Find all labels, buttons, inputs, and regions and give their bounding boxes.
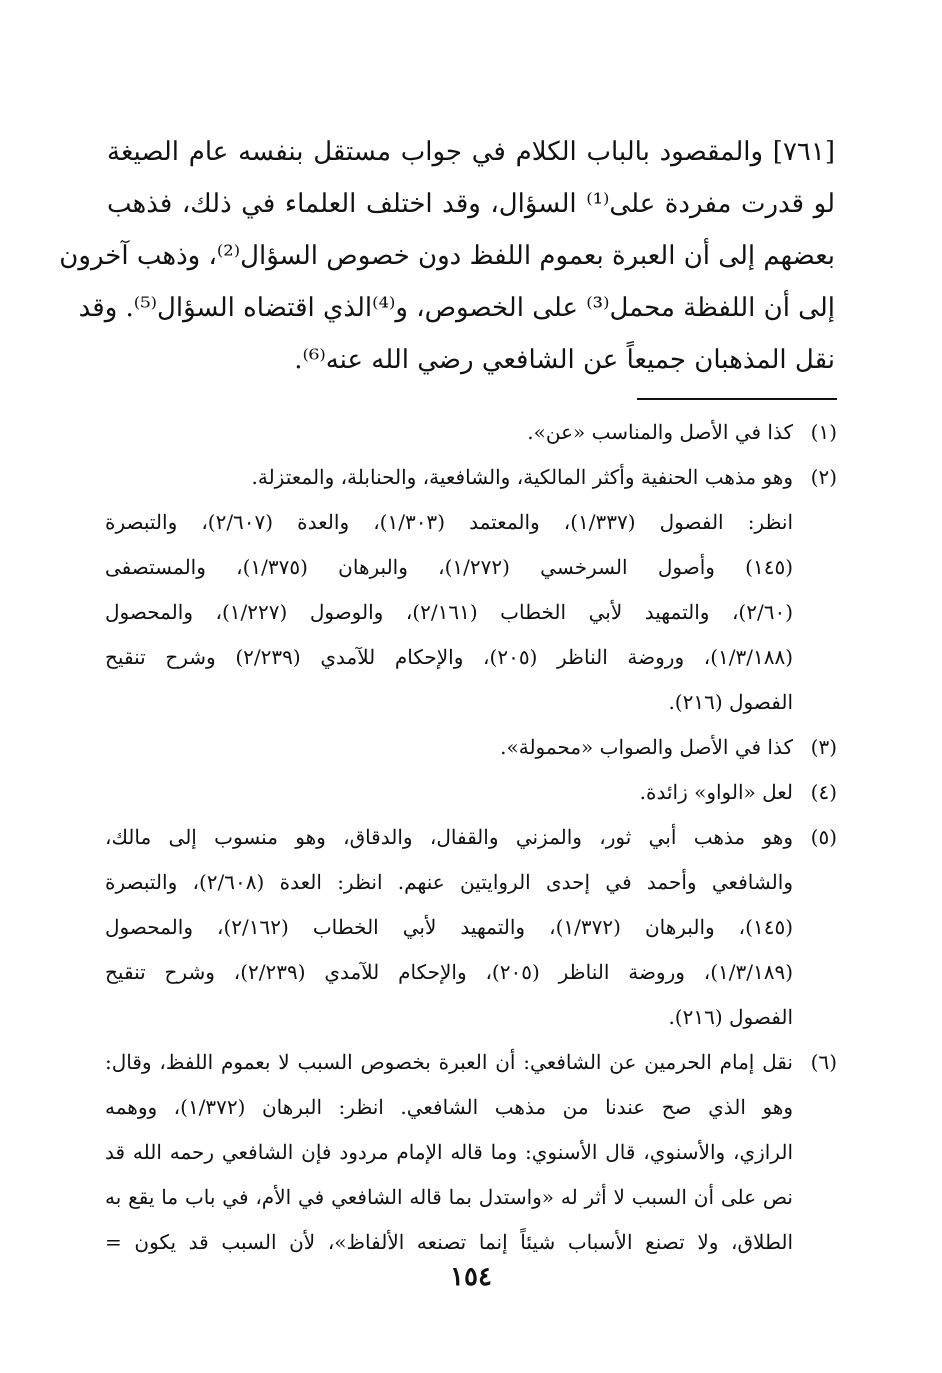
footnote-number: (٣)	[810, 735, 837, 759]
footnote-line: (١/٣/١٨٩)، وروضة الناظر (٢٠٥)، والإحكام للآمدي (٢/٢٣٩)، وشرح تنقيح	[105, 960, 794, 984]
footnote-line: الطلاق، ولا تصنع الأسباب شيئاً إنما تصنعه الألفاظ»، لأن السبب قد يكون =	[105, 1230, 793, 1254]
footnote-line: (١٤٥)، والبرهان (١/٣٧٢)، والتمهيد لأبي الخطاب (٢/١٦٢)، والمحصول	[105, 915, 793, 939]
footnote-line: وهو مذهب أبي ثور، والمزني والقفال، والدقاق، وهو منسوب إلى مالك،	[105, 825, 793, 849]
footnote-5	[105, 815, 837, 1040]
main-text-line: إلى أن اللفظة محمل⁽³⁾ على الخصوص، و⁽⁴⁾الذي اقتضاه السؤال⁽⁵⁾. وقد	[78, 293, 835, 323]
page-number: ١٥٤	[450, 1262, 492, 1292]
footnote-line: (٢/٦٠)، والتمهيد لأبي الخطاب (٢/١٦١)، والوصول (١/٢٢٧)، والمحصول	[105, 600, 794, 624]
footnote-line: والشافعي وأحمد في إحدى الروايتين عنهم. انظر: العدة (٢/٦٠٨)، والتبصرة	[105, 870, 793, 894]
footnote-line: لعل «الواو» زائدة.	[639, 780, 793, 804]
footnote-line: انظر: الفصول (١/٣٣٧)، والمعتمد (١/٣٠٣)، والعدة (٢/٦٠٧)، والتبصرة	[105, 510, 793, 534]
footnote-line: الفصول (٢١٦).	[668, 690, 793, 714]
footnote-line: الفصول (٢١٦).	[668, 1005, 793, 1029]
footnote-number: (١)	[810, 420, 837, 444]
footnote-line: وهو الذي صح عندنا من مذهب الشافعي. انظر: البرهان (١/٣٧٢)، ووهمه	[105, 1095, 794, 1119]
footnote-line: (١/٣/١٨٨)، وروضة الناظر (٢٠٥)، والإحكام للآمدي (٢/٢٣٩) وشرح تنقيح	[105, 645, 794, 669]
footnote-line: وهو مذهب الحنفية وأكثر المالكية، والشافعية، والحنابلة، والمعتزلة.	[251, 465, 793, 489]
footnote-number: (٢)	[810, 465, 837, 489]
main-text-line: نقل المذهبان جميعاً عن الشافعي رضي الله عنه⁽⁶⁾.	[294, 345, 835, 375]
footnote-number: (٥)	[810, 825, 837, 849]
main-text-line: لو قدرت مفردة على⁽¹⁾ السؤال، وقد اختلف العلماء في ذلك، فذهب	[107, 189, 836, 219]
footnote-line: نقل إمام الحرمين عن الشافعي: أن العبرة بخصوص السبب لا بعموم اللفظ، وقال:	[105, 1050, 793, 1074]
footnote-number: (٦)	[810, 1050, 837, 1074]
footnotes-section	[105, 410, 837, 1265]
footnote-4	[105, 770, 837, 815]
footnote-line: (١٤٥) وأصول السرخسي (١/٢٧٢)، والبرهان (١/٣٧٥)، والمستصفى	[105, 555, 794, 579]
footnote-number: (٤)	[810, 780, 837, 804]
footnote-2	[105, 455, 837, 725]
main-text-line: بعضهم إلى أن العبرة بعموم اللفظ دون خصوص السؤال⁽²⁾، وذهب آخرون	[59, 241, 835, 271]
footnote-divider	[637, 398, 837, 400]
footnote-line: الرازي، والأسنوي، قال الأسنوي: وما قاله الإمام مردود فإن الشافعي رحمه الله قد	[105, 1140, 793, 1164]
footnote-1	[105, 410, 837, 455]
footnote-6	[105, 1040, 837, 1265]
main-paragraph	[59, 126, 836, 386]
footnote-line: كذا في الأصل والصواب «محمولة».	[500, 735, 793, 759]
footnote-line: كذا في الأصل والمناسب «عن».	[527, 420, 793, 444]
main-text-line: [٧٦١] والمقصود بالباب الكلام في جواب مستقل بنفسه عام الصيغة	[107, 137, 835, 167]
footnote-3	[105, 725, 837, 770]
footnote-line: نص على أن السبب لا أثر له «واستدل بما قاله الشافعي في الأم، في باب ما يقع به	[105, 1185, 793, 1209]
